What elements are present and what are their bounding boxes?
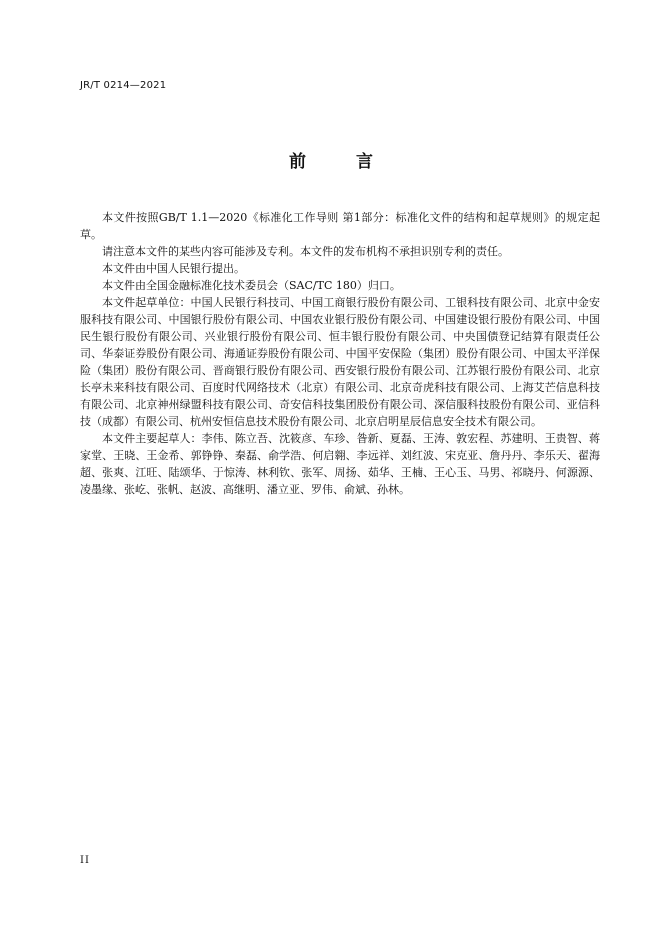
paragraph-drafters: 本文件主要起草人：李伟、陈立吾、沈筱彦、车珍、昝新、夏磊、王涛、敦宏程、苏建明、王贵智、蒋家堂、王晓、王金希、郭铮铮、秦磊、俞学浩、何启翱、李远祥、刘红波、宋克亚、詹丹丹、李乐天、翟海超、张爽、江旺、陆颂华、于惊涛、林利钦、张军、周扬、茹华、王楠、王心玉、马男、祁晓丹、何源源、凌墨缘、张屹、张帆、赵波、高继明、潘立亚、罗伟、俞斌、孙林。 — [80, 432, 600, 496]
paragraph-proposer: 本文件由中国人民银行提出。 — [102, 262, 245, 275]
foreword-body — [80, 209, 600, 498]
page-title: 前 言 — [289, 152, 395, 172]
paragraph-patent-notice: 请注意本文件的某些内容可能涉及专利。本文件的发布机构不承担识别专利的责任。 — [102, 245, 509, 258]
page-number: II — [80, 855, 90, 866]
paragraph-committee: 本文件由全国金融标准化技术委员会（SAC/TC 180）归口。 — [102, 279, 401, 292]
document-code: JR/T 0214—2021 — [80, 80, 167, 91]
paragraph-standard-reference: 本文件按照GB/T 1.1—2020《标准化工作导则 第1部分：标准化文件的结构和起草规则》的规定起草。 — [80, 211, 600, 241]
paragraph-drafting-units: 本文件起草单位：中国人民银行科技司、中国工商银行股份有限公司、工银科技有限公司、北京中金安服科技有限公司、中国银行股份有限公司、中国农业银行股份有限公司、中国建设银行股份有限公司、中国民生银行股份有限公司、兴业银行股份有限公司、恒丰银行股份有限公司、中央国债登记结算有限责任公司、华泰证券股份有限公司、海通证券股份有限公司、中国平安保险（集团）股份有限公司、中国太平洋保险（集团）股份有限公司、晋商银行股份有限公司、西安银行股份有限公司、江苏银行股份有限公司、北京长亭未来科技有限公司、百度时代网络技术（北京）有限公司、北京奇虎科技有限公司、上海艾芒信息科技有限公司、北京神州绿盟科技有限公司、奇安信科技集团股份有限公司、深信服科技股份有限公司、亚信科技（成都）有限公司、杭州安恒信息技术股份有限公司、北京启明星辰信息安全技术有限公司。 — [80, 296, 600, 428]
